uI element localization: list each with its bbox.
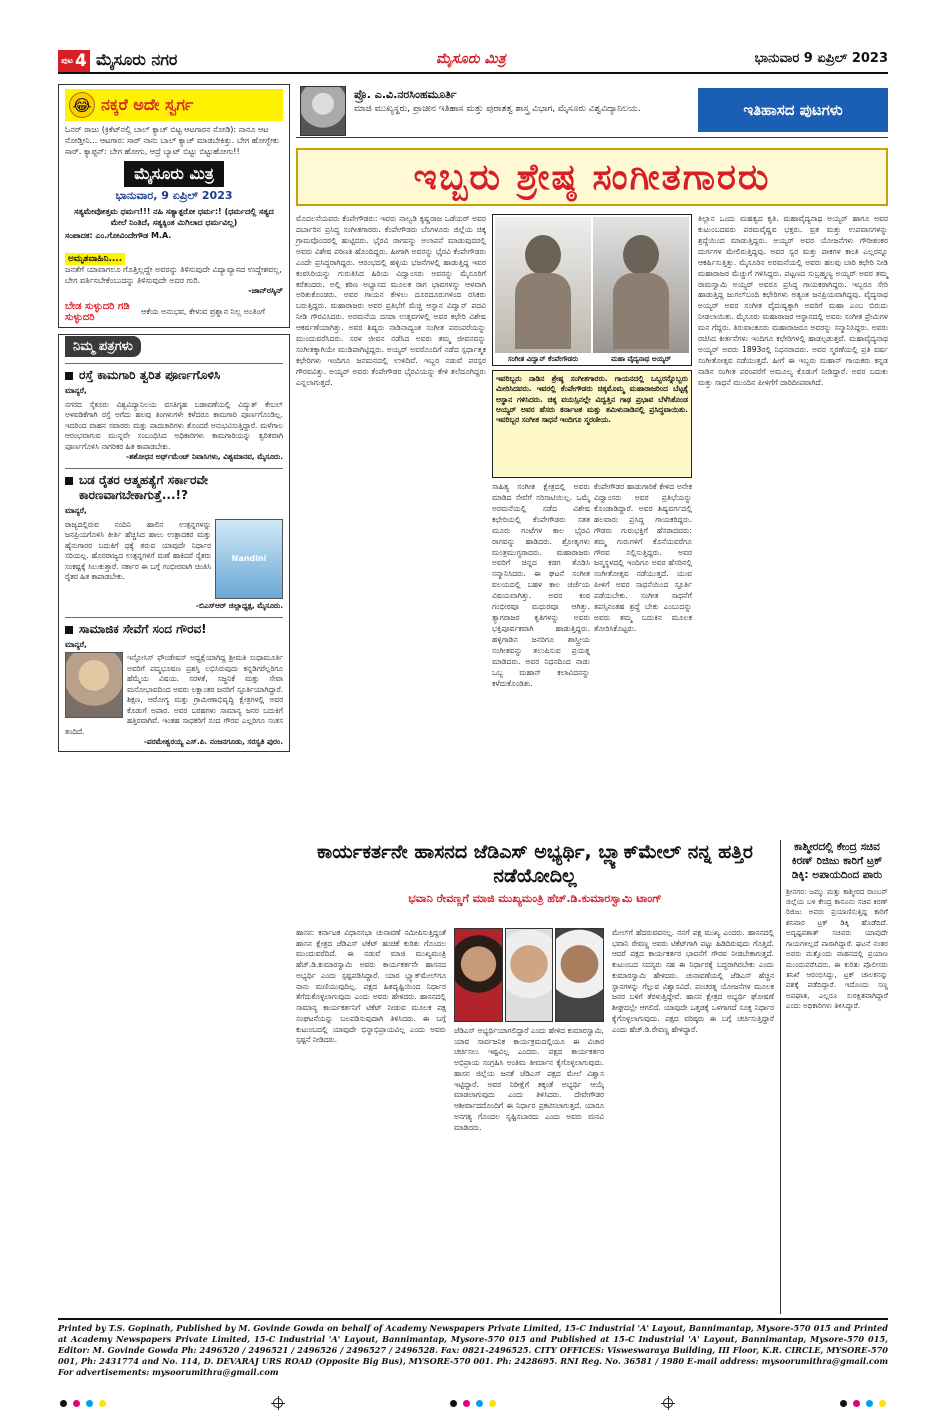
registration-dot (879, 1400, 886, 1407)
letter-1-body: ನಗರದ ಸೈಕೂರು ವಿಶ್ವವಿದ್ಯಾನಿಲಯ ವಸತಿಗೃಹ ಬಡಾವಣೆಯಲ್ಲಿ ವಿದ್ಯುತ್ ಕೇಬಲ್ ಅಳವಡಿಕೆಗಾಗಿ ರಸ್ತೆ ಅಗೆದು ಹಲವು ತಿಂಗಳುಗಳೇ ಕಳೆದರೂ ಕಾಮಗಾರಿ ಪೂರ್ಣಗೊಂಡಿಲ್ಲ. ಇದರಿಂದ ವಾಹನ ಸವಾರರು ಮತ್ತು ಪಾದಚಾರಿಗಳು ತೊಂದರೆ ಅನುಭವಿಸುತ್ತಿದ್ದಾರೆ. ಮಳೆಗಾಲ ಆರಂಭವಾಗುವ ಮುನ್ನವೇ ಸಂಬಂಧಿಸಿದ ಅಧಿಕಾರಿಗಳು ಕಾಮಗಾರಿಯನ್ನು ತ್ವರಿತವಾಗಿ ಪೂರ್ಣಗೊಳಿಸಿ ನಾಗರಿಕರ ಹಿತ ಕಾಪಾಡಬೇಕು. (65, 399, 283, 451)
letters-box (58, 334, 290, 752)
politicians-photos (454, 928, 604, 1022)
bullet-square-icon (65, 626, 73, 634)
masthead (58, 48, 888, 74)
registration-dot (840, 1400, 847, 1407)
bullet-square-icon (65, 372, 73, 380)
joke-title: ನಕ್ಕರೆ ಅದೇ ಸ್ವರ್ಗ (101, 95, 194, 114)
article-column-3: ಕೆಂಪೇಗೌಡರ ಹಾಡುಗಾರಿಕೆ ಕೇಳಿದ ಅನೇಕ ವಿದ್ವಾಂಸರು ಅವರ ಪ್ರತಿಭೆಯನ್ನು ಕೊಂಡಾಡಿದ್ದಾರೆ. ಅವರ ಶಿಷ್ಯವರ್ಗದಲ್ಲಿ ಹಲವಾರು ಪ್ರಸಿದ್ಧ ಗಾಯಕರಿದ್ದರು. ಗೌಡರು ಗುರುಭಕ್ತಿಗೆ ಹೆಸರಾದವರು: ತಮ್ಮ ಗುರುಗಳಿಗೆ ಕೊನೆಯವರೆಗೂ ಗೌರವ ಸಲ್ಲಿಸುತ್ತಿದ್ದರು. ಅವರ ಜನ್ಮಸ್ಥಳದಲ್ಲಿ ಇಂದಿಗೂ ಅವರ ಹೆಸರಿನಲ್ಲಿ ಸಂಗೀತೋತ್ಸವ ನಡೆಯುತ್ತದೆ. ಯುವ ಪೀಳಿಗೆ ಅವರ ಸಾಧನೆಯಿಂದ ಸ್ಫೂರ್ತಿ ಪಡೆಯಬೇಕು. ಸಂಗೀತ ಸಾಧನೆಗೆ ತಪಸ್ಸಿನಂತಹ ಶ್ರದ್ಧೆ ಬೇಕು ಎಂಬುದನ್ನು ಅವರು ತಮ್ಮ ಬದುಕಿನ ಮೂಲಕ ತೋರಿಸಿಕೊಟ್ಟರು. (594, 482, 692, 633)
letter-2 (65, 468, 283, 611)
main-article (296, 84, 888, 834)
letter-2-title: ಬಡ ರೈತರ ಆತ್ಮಹತ್ಯೆಗೆ ಸರ್ಕಾರವೇ ಕಾರಣವಾಗಬೇಕಾಗುತ್ತೆ...!? (79, 473, 208, 503)
share-text: ಆಕೆಯ ಅನುಭವ, ಕೇಳುವ ಪ್ರಶ್ನಾನ ನಿಲ್ಲ ಅಂತಿಂಗೆ (141, 307, 265, 317)
imprint-footer: Printed by T.S. Gopinath, Published by M. Govinde Gowda on behalf of Academy Newspapers Private Limited, 15-C Industrial 'A' Layout, Bannimantap, Mysore-570 015 and Printed at Academy Newspapers Private Limited, 15-C Industrial 'A' Layout, Bannimantap, Mysore-570 015 and Published at 15-C Industrial 'A' Layout, Bannimantap, Mysore-570 015, Editor: M. Govinde Gowda Ph: 2496520 / 2496521 / 2496526 / 2496527 / 2496528. Fax: 0821-2496525. CITY OFFICES: Visweswaraya Building, III Floor, K.R. CIRCLE, MYSORE-570 001, Ph: 2431774 and No. 114, D. DEVARAJ URS ROAD (Opposite Big Bus), MYSORE-570 001. Ph: 2428695. RNI Reg. No. 36581 / 1980 E-mail address: mysoorumithra@gmail.com For advertisements: mysoorumithra@gmail.com (58, 1318, 888, 1380)
kempegowda-portrait (495, 217, 591, 353)
letter-3-signature: -ಪರಮೇಶ್ವರಯ್ಯ ಎಸ್.ಪಿ. ನಂಜನಗೂಡು, ಸರಸ್ವತಿ ಪುರಂ. (143, 737, 283, 747)
registration-dot (853, 1400, 860, 1407)
article-column-4: ತಿಲ್ಲಾನ ಒಂದು ಮಹತ್ವದ ಕೃತಿ. ಮಹಾವೈದ್ಯನಾಥ ಅಯ್ಯರ್ ಹಾಗೂ ಅವರ ಕುಟುಂಬದವರು ಪರಮವೈಷ್ಣವ ಭಕ್ತರು. ವ್ರತ ಮತ್ತು ಉಪವಾಸಗಳನ್ನು ಶ್ರದ್ಧೆಯಿಂದ ಮಾಡುತ್ತಿದ್ದರು. ಅಯ್ಯರ್ ಅವರ ಯೋಜನೆಗಳು ಗೌರೀಶಂಕರ ದುರ್ಗಗಳ ಮೇಲಿರುತ್ತಿದ್ದವು. ಅವರ ಸ್ವರ ಮತ್ತು ಪಾಕಗಳ ಕಾಂತಿ ಎಲ್ಲರನ್ನೂ ಆಕರ್ಷಿಸುತ್ತಿತ್ತು. ಮೈಸೂರಿನ ಅರಮನೆಯಲ್ಲಿ ಅವರು ಹಲವು ಬಾರಿ ಕಛೇರಿ ನೀಡಿ ಮಹಾರಾಜರ ಮೆಚ್ಚುಗೆ ಗಳಿಸಿದ್ದರು. ಪಟ್ಟಣದ ಸುಬ್ರಹ್ಮಣ್ಯ ಅಯ್ಯರ್ ಅವರ ತಮ್ಮ ರಾಮಸ್ವಾಮಿ ಅಯ್ಯರ್ ಅವರೂ ಪ್ರಸಿದ್ಧ ಗಾಯಕರಾಗಿದ್ದರು. ಇಬ್ಬರೂ ಸೇರಿ ಹಾಡುತ್ತಿದ್ದ ಜುಗಲ್‌ಬಂದಿ ಕಛೇರಿಗಳು ಅತ್ಯಂತ ಜನಪ್ರಿಯವಾಗಿದ್ದವು. ವೈದ್ಯನಾಥ ಅಯ್ಯರ್ ಅವರ ಸಂಗೀತ ವೈದುಷ್ಯಕ್ಕಾಗಿ ಅವರಿಗೆ ಮಹಾ ಎಂಬ ಬಿರುದು ನೀಡಲಾಯಿತು. ಮೈಸೂರು ಮಹಾರಾಜರ ಆಸ್ಥಾನದಲ್ಲಿ ಅವರು ಸಂಗೀತ ಪ್ರೇಮಿಗಳ ಮನ ಗೆದ್ದರು. ತಿರುವಾಂಕೂರು ಮಹಾರಾಜರೂ ಅವರನ್ನು ಸನ್ಮಾನಿಸಿದ್ದರು. ಅವರು ರಚಿಸಿದ ಕೀರ್ತನೆಗಳು ಇಂದಿಗೂ ಕಛೇರಿಗಳಲ್ಲಿ ಹಾಡಲ್ಪಡುತ್ತವೆ. ಮಹಾವೈದ್ಯನಾಥ ಅಯ್ಯರ್ ಅವರು 1893ರಲ್ಲಿ ನಿಧನರಾದರು. ಅವರ ಸ್ಮರಣೆಯಲ್ಲಿ ಪ್ರತಿ ವರ್ಷ ಸಂಗೀತೋತ್ಸವ ನಡೆಯುತ್ತದೆ. ಹೀಗೆ ಈ ಇಬ್ಬರು ಮಹಾನ್ ಗಾಯಕರು ಕನ್ನಡ ನಾಡಿನ ಸಂಗೀತ ಪರಂಪರೆಗೆ ಅಮೂಲ್ಯ ಕೊಡುಗೆ ನೀಡಿದ್ದಾರೆ. ಅವರ ಬದುಕು ಮತ್ತು ಸಾಧನೆ ಮುಂದಿನ ಪೀಳಿಗೆಗೆ ದಾರಿದೀಪವಾಗಿದೆ. (698, 214, 888, 387)
milk-packet-image (215, 519, 283, 599)
quote-author: -ಜಾನ್‌ರಸ್ಕಿನ್ (248, 286, 283, 296)
quote-title: ಅಮೃತವಾಹಿನಿ.... (65, 253, 125, 265)
letter-2-body: ರಾಜ್ಯದಲ್ಲಿರುವ ನಂದಿನಿ ಹಾಲಿನ ಉತ್ಪನ್ನಗಳನ್ನು ಜನಪ್ರಿಯಗೊಳಿಸಿ ಕೀರ್ತಿ ಹೆಚ್ಚಿಸಿದ ಹಾಲು ಉತ್ಪಾದಕರ ಮತ್ತು ಹೈನುಗಾರರ ಬದುಕಿಗೆ ಧಕ್ಕೆ ತರುವ ಯಾವುದೇ ನಿರ್ಧಾರ ಸರಿಯಲ್ಲ. ಹೊರರಾಜ್ಯದ ಉತ್ಪನ್ನಗಳಿಗೆ ಮಣೆ ಹಾಕಿದರೆ ರೈತರು ಸಂಕಷ್ಟಕ್ಕೆ ಸಿಲುಕುತ್ತಾರೆ. ಸರ್ಕಾರ ಈ ಬಗ್ಗೆ ಗಂಭೀರವಾಗಿ ಚಿಂತಿಸಿ ರೈತರ ಹಿತ ಕಾಪಾಡಬೇಕು. (65, 519, 211, 582)
author-description: ಮಾಜಿ ಮುಖ್ಯಸ್ಥರು, ಪ್ರಾಚೀನ ಇತಿಹಾಸ ಮತ್ತು ಪುರಾತತ್ವ ಶಾಸ್ತ್ರ ವಿಭಾಗ, ಮೈಸೂರು ವಿಶ್ವವಿದ್ಯಾನಿಲಯ. (354, 103, 641, 114)
section-name: ಮೈಸೂರು ನಗರ (96, 50, 178, 69)
author-name: ಪ್ರೊ. ಎ.ವಿ.ನರಸಿಂಹಮೂರ್ತಿ (354, 88, 457, 101)
joke-body: ಓನರ್ ರಾಜು (ಕ್ರಿಕೆಟ್‌ನಲ್ಲಿ ಬಾಲ್ ಕ್ಯಾಚ್ ಬಿಟ್ಟ ಆಟಗಾರನ ನೋಡಿ): ನಾನೂ ಆಟ ನೋಡ್ತೀನಿ... ಆಟಗಾರ: ಸಾರ್ ನಾನು ಬಾಲ್ ಕ್ಯಾಚ್ ಮಾಡಬೇಕಿತ್ತು. ಬೇಗ ಹೋಗ್ಬೇಕು ಸಾರ್. ಕ್ಯಾಪ್ಟನ್: ಬೇಗ ಹೋಗು, ಆದ್ರೆ ಬ್ಯಾಟ್ ಬಿಟ್ಟು ಬಿಟ್ಟುಹೋಗು!! (65, 125, 280, 156)
bottom-column-2: ಜೆಡಿಎಸ್ ಅಭ್ಯರ್ಥಿಯಾಗಲಿದ್ದಾರೆ ಎಂದು ಹೇಳಿದ ಕುಮಾರಸ್ವಾಮಿ, ಯಾವ ಸಾರ್ವಜನಿಕ ಕಾರ್ಯಕ್ರಮದಲ್ಲಿಯೂ ಈ ವಿಚಾರ ಚರ್ಚಿಸಲು ಇಷ್ಟವಿಲ್ಲ ಎಂದರು. ಪಕ್ಷದ ಕಾರ್ಯಕರ್ತರ ಅಭಿಪ್ರಾಯ ಸಂಗ್ರಹಿಸಿ ಅಂತಿಮ ತೀರ್ಮಾನ ಕೈಗೊಳ್ಳಲಾಗುವುದು. ಹಾಸನ ಜಿಲ್ಲೆಯ ಜನತೆ ಜೆಡಿಎಸ್ ಪಕ್ಷದ ಮೇಲೆ ವಿಶ್ವಾಸ ಇಟ್ಟಿದ್ದಾರೆ. ಅವರ ನಿರೀಕ್ಷೆಗೆ ತಕ್ಕಂತೆ ಅಭ್ಯರ್ಥಿ ಆಯ್ಕೆ ಮಾಡಲಾಗುವುದು ಎಂದು ತಿಳಿಸಿದರು. ದೇವೇಗೌಡರ ಆಶೀರ್ವಾದದೊಂದಿಗೆ ಈ ನಿರ್ಧಾರ ಪ್ರಕಟಿಸಲಾಗುತ್ತದೆ. ಯಾರೂ ಅನಗತ್ಯ ಗೊಂದಲ ಸೃಷ್ಟಿಸಬಾರದು ಎಂದು ಅವರು ಮನವಿ ಮಾಡಿದರು. (454, 1026, 604, 1132)
registration-marks (60, 1398, 886, 1408)
letter-2-signature: -ಬಿಎಸ್‌ಆರ್ ಜಿಲ್ಲಾಧ್ಯಕ್ಷ, ಮೈಸೂರು. (195, 600, 283, 610)
bottom-headline: ಕಾರ್ಯಕರ್ತನೇ ಹಾಸನದ ಜೆಡಿಎಸ್ ಅಭ್ಯರ್ಥಿ, ಬ್ಲ್ಯಾಕ್‌ಮೇಲ್ ನನ್ನ ಹತ್ತಿರ ನಡೆಯೋದಿಲ್ಲ (317, 841, 753, 888)
author-photo (300, 86, 346, 136)
registration-dot (73, 1400, 80, 1407)
bottom-subheadline: ಭವಾನಿ ರೇವಣ್ಣಗೆ ಮಾಜಿ ಮುಖ್ಯಮಂತ್ರಿ ಹೆಚ್.ಡಿ.ಕುಮಾರಸ್ವಾಮಿ ಟಾಂಗ್ (408, 891, 662, 905)
masthead-brand: ಮೈಸೂರು ಮಿತ್ರ (436, 51, 506, 67)
registration-dot (489, 1400, 496, 1407)
registration-dot (866, 1400, 873, 1407)
letter-1-title: ರಸ್ತೆ ಕಾಮಗಾರಿ ತ್ವರಿತ ಪೂರ್ಣಗೊಳಿಸಿ (79, 368, 221, 383)
registration-dot (86, 1400, 93, 1407)
article-column-2: ಸಾಹಿತ್ಯ ಸಂಗೀತ ಕ್ಷೇತ್ರದಲ್ಲಿ ಅವರು ಮಾಡಿದ ಸೇವೆಗೆ ಸರಿಸಾಟಿಯಿಲ್ಲ. ಒಮ್ಮೆ ಅರಮನೆಯಲ್ಲಿ ನಡೆದ ವಿಶೇಷ ಕಛೇರಿಯಲ್ಲಿ ಕೆಂಪೇಗೌಡರು ಸತತ ಮೂರು ಗಂಟೆಗಳ ಕಾಲ ಭೈರವಿ ರಾಗವನ್ನು ಹಾಡಿದರು. ಶ್ರೋತೃಗಳು ಮಂತ್ರಮುಗ್ಧರಾದರು. ಮಹಾರಾಜರು ಅವರಿಗೆ ಚಿನ್ನದ ಕಡಗ ತೊಡಿಸಿ ಸನ್ಮಾನಿಸಿದರು. ಈ ಘಟನೆ ಸಂಗೀತ ವಲಯದಲ್ಲಿ ಬಹಳ ಕಾಲ ಚರ್ಚೆಯ ವಿಷಯವಾಗಿತ್ತು. ಅವರ ಕಂಠ ಗಂಭೀರವೂ ಮಧುರವೂ ಆಗಿತ್ತು. ತ್ಯಾಗರಾಜರ ಕೃತಿಗಳನ್ನು ಅವರು ಭಕ್ತಿಪೂರ್ವಕವಾಗಿ ಹಾಡುತ್ತಿದ್ದರು. ಹಳ್ಳಿಗಾಡಿನ ಜನರಿಗೂ ಶಾಸ್ತ್ರೀಯ ಸಂಗೀತವನ್ನು ತಲುಪಿಸುವ ಪ್ರಯತ್ನ ಮಾಡಿದರು. ಅವರ ನಿಧನದಿಂದ ನಾಡು ಒಬ್ಬ ಮಹಾನ್ ಕಲಾವಿದನನ್ನು ಕಳೆದುಕೊಂಡಿತು. (492, 482, 590, 688)
photo-caption-2: ಮಹಾ ವೈದ್ಯನಾಥ ಅಯ್ಯರ್ (611, 355, 671, 363)
musicians-photo (492, 214, 692, 366)
brand-block (65, 161, 283, 203)
history-section-tag: ಇತಿಹಾಸದ ಪುಟಗಳು (698, 88, 888, 132)
letter-3-body: ಇನ್ಫೋಸಿಸ್ ಫೌಂಡೇಷನ್ ಅಧ್ಯಕ್ಷೆಯಾಗಿದ್ದ ಶ್ರೀಮತಿ ಸುಧಾಮೂರ್ತಿ ಅವರಿಗೆ ಪದ್ಮಭೂಷಣ ಪ್ರಶಸ್ತಿ ಲಭಿಸಿರುವುದು ಕನ್ನಡಿಗರೆಲ್ಲರಿಗೂ ಹೆಮ್ಮೆಯ ವಿಷಯ. ಸರಳತೆ, ಸಜ್ಜನಿಕೆ ಮತ್ತು ಸೇವಾ ಮನೋಭಾವದಿಂದ ಅವರು ಲಕ್ಷಾಂತರ ಜನರಿಗೆ ಸ್ಫೂರ್ತಿಯಾಗಿದ್ದಾರೆ. ಶಿಕ್ಷಣ, ಆರೋಗ್ಯ ಮತ್ತು ಗ್ರಾಮೀಣಾಭಿವೃದ್ಧಿ ಕ್ಷೇತ್ರಗಳಲ್ಲಿ ಅವರ ಕೊಡುಗೆ ಅಪಾರ. ಅವರ ಬರಹಗಳು ಸಾಮಾನ್ಯ ಜನರ ಬದುಕಿಗೆ ಹತ್ತಿರವಾಗಿವೆ. ಇಂತಹ ಸಾಧಕರಿಗೆ ಸಂದ ಗೌರವ ಎಲ್ಲರಿಗೂ ಸಂತಸ ತಂದಿದೆ. (65, 653, 283, 736)
revanna-photo (505, 928, 554, 1022)
registration-dot (463, 1400, 470, 1407)
article-column-1: ಮೊದಲನೆಯವರು ಕೆಂಪೇಗೌಡರು: ಇವರು ನಾಲ್ವಡಿ ಕೃಷ್ಣರಾಜ ಒಡೆಯರ್ ಅವರ ದರ್ಬಾರಿನ ಪ್ರಸಿದ್ಧ ಸಂಗೀತಗಾರರು. ಕೆಂಪೇಗೌಡರು ಬೆಂಗಳೂರು ಜಿಲ್ಲೆಯ ಚಿಕ್ಕ ಗ್ರಾಮವೊಂದರಲ್ಲಿ ಹುಟ್ಟಿದರು. ಭೈರವಿ ರಾಗವನ್ನು ಅಲಾಪನೆ ಮಾಡುವುದರಲ್ಲಿ ಅವರು ವಿಶೇಷ ಪರಿಣತಿ ಹೊಂದಿದ್ದರು. ಹೀಗಾಗಿ ಅವರನ್ನು ಭೈರವಿ ಕೆಂಪೇಗೌಡರು ಎಂದೇ ಪ್ರಸಿದ್ಧರಾಗಿದ್ದರು. ಆರಂಭದಲ್ಲಿ ಹಳ್ಳಿಯ ಭಜನೆಗಳಲ್ಲಿ ಹಾಡುತ್ತಿದ್ದ ಇವರ ಕಂಠಸಿರಿಯನ್ನು ಗುರುತಿಸಿದ ಹಿರಿಯ ವಿದ್ವಾಂಸರು ಅವರನ್ನು ಮೈಸೂರಿಗೆ ಕರೆತಂದರು. ಅಲ್ಲಿ ಕಠಿಣ ಅಭ್ಯಾಸದ ಮೂಲಕ ರಾಗ ಭಾವಗಳನ್ನು ಆಳವಾಗಿ ಅರಿತುಕೊಂಡರು. ಅವರ ಗಾಯನ ಕೇಳಲು ದೂರದೂರುಗಳಿಂದ ರಸಿಕರು ಬರುತ್ತಿದ್ದರು. ಮಹಾರಾಜರು ಅವರ ಪ್ರತಿಭೆಗೆ ಮೆಚ್ಚಿ ಆಸ್ಥಾನ ವಿದ್ವಾನ್ ಪದವಿ ನೀಡಿ ಗೌರವಿಸಿದರು. ಅರಮನೆಯ ದಸರಾ ಉತ್ಸವಗಳಲ್ಲಿ ಅವರ ಕಛೇರಿ ವಿಶೇಷ ಆಕರ್ಷಣೆಯಾಗಿತ್ತು. ಅವರ ಶಿಷ್ಯರು ನಾಡಿನಾದ್ಯಂತ ಸಂಗೀತ ಪರಂಪರೆಯನ್ನು ಮುಂದುವರೆಸಿದರು. ಸರಳ ಜೀವನ ನಡೆಸಿದ ಅವರು ತಮ್ಮ ಜೀವನವನ್ನು ಸಂಗೀತಕ್ಕಾಗಿಯೇ ಮುಡಿಪಾಗಿಟ್ಟಿದ್ದರು. ಅಯ್ಯರ್ ಅವರೊಂದಿಗೆ ನಡೆದ ಸ್ಪರ್ಧಾತ್ಮಕ ಕಛೇರಿಗಳು ಇಂದಿಗೂ ಜನಮನದಲ್ಲಿ ಉಳಿದಿವೆ. ಇಬ್ಬರ ನಡುವೆ ಪರಸ್ಪರ ಗೌರವವಿತ್ತು. ಅಯ್ಯರ್ ಅವರು ಕೆಂಪೇಗೌಡರ ಭೈರವಿಯನ್ನು ಕೇಳಿ ತಲೆದೂಗಿದ್ದರು ಎನ್ನಲಾಗುತ್ತದೆ. (296, 214, 486, 387)
bhavani-revanna-photo (454, 928, 503, 1022)
registration-dot (99, 1400, 106, 1407)
joke-box (58, 84, 290, 328)
bottom-story (296, 840, 774, 1314)
article-intro-box: ಇವರಿಬ್ಬರು ನಾಡಿನ ಶ್ರೇಷ್ಠ ಸಂಗೀತಗಾರರು. ಗಾಯನದಲ್ಲಿ ಒಬ್ಬರನ್ನೊಬ್ಬರು ಮೀರಿಸಿದವರು. ಇವರಲ್ಲಿ ಕೆಂಪೇಗೌಡರು ಚಿಕ್ಕಮೊಮ್ಮ ಮಹಾರಾಜರಿಂದ ಬೆಟ್ಟಕ್ಕೆ ಆಸ್ಥಾನ ಗಳಿಸಿದರು. ಚಿಕ್ಕ ವಯಸ್ಸಿನಲ್ಲೇ ವಿದ್ವತ್ತಿನ ಗಾಢ ಪ್ರಭಾವ ಬೆಳೆಸಿಕೊಂಡ ಅಯ್ಯರ್ ಅವರ ಹೆಸರು ಕರ್ನಾಟಕ ಮತ್ತು ತಮಿಳುನಾಡಿನಲ್ಲಿ ಪ್ರಸಿದ್ಧವಾಯಿತು. ಇವರಿಬ್ಬರ ಸಂಗೀತ ಸಾಧನೆ ಇಂದಿಗೂ ಸ್ಮರಣೀಯ. (492, 370, 692, 478)
milk-brand-label: Nandini (231, 554, 267, 564)
photo-caption-1: ಸಂಗೀತ ವಿದ್ವಾನ್ ಕೆಂಪೇಗೌಡರು (507, 355, 579, 363)
side-story-headline: ಕಾಶ್ಮೀರದಲ್ಲಿ ಕೇಂದ್ರ ಸಚಿವ ಕಿರಣ್ ರಿಜಿಜು ಕಾರಿಗೆ ಟ್ರಕ್ ಡಿಕ್ಕಿ: ಅಪಾಯದಿಂದ ಪಾರು (791, 841, 883, 882)
crosshair-icon (663, 1398, 673, 1408)
registration-dot (450, 1400, 457, 1407)
laughing-face-icon: 😂 (69, 92, 95, 118)
page-word: ಪುಟ (61, 56, 73, 65)
left-column (58, 84, 290, 1314)
share-row (65, 301, 283, 323)
letter-1-salutation: ಮಾನ್ಯರೆ, (65, 386, 87, 396)
letter-3-salutation: ಮಾನ್ಯರೆ, (65, 639, 87, 649)
brand-logo: ಮೈಸೂರು ಮಿತ್ರ (124, 161, 224, 187)
share-label: ಬೇಡ ಸುಳ್ಳುದರಿ ಗಡಿ ಸುಳ್ಳುದರಿ (65, 301, 130, 324)
vaidyanatha-iyer-portrait (593, 217, 689, 353)
registration-dot (60, 1400, 67, 1407)
letter-1 (65, 363, 283, 462)
kumaraswamy-photo (555, 928, 604, 1022)
author-box (296, 84, 888, 138)
editor-line: ಸಂಪಾದಕ: ಎಂ.ಗೋವಿಂದೇಗೌಡ M.A. (65, 230, 172, 240)
side-story-body: ಶ್ರೀನಗರ: ಜಮ್ಮು ಮತ್ತು ಕಾಶ್ಮೀರದ ರಾಂಬನ್ ಜಿಲ್ಲೆಯ ಬಳಿ ಕೇಂದ್ರ ಕಾನೂನು ಸಚಿವ ಕಿರಣ್ ರಿಜಿಜು ಅವರು ಪ್ರಯಾಣಿಸುತ್ತಿದ್ದ ಕಾರಿಗೆ ಶನಿವಾರ ಟ್ರಕ್ ಡಿಕ್ಕಿ ಹೊಡೆದಿದೆ. ಅದೃಷ್ಟವಶಾತ್ ಸಚಿವರು ಯಾವುದೇ ಗಾಯಗಳಿಲ್ಲದೆ ಪಾರಾಗಿದ್ದಾರೆ. ಘಟನೆ ನಂತರ ಅವರು ಮತ್ತೊಂದು ವಾಹನದಲ್ಲಿ ಪ್ರಯಾಣ ಮುಂದುವರೆಸಿದರು. ಈ ಕುರಿತು ಪೊಲೀಸರು ತನಿಖೆ ಆರಂಭಿಸಿದ್ದು, ಟ್ರಕ್ ಚಾಲಕನನ್ನು ವಶಕ್ಕೆ ಪಡೆದಿದ್ದಾರೆ. ಇದೊಂದು ಸಣ್ಣ ಅಪಘಾತ, ಎಲ್ಲರೂ ಸುರಕ್ಷಿತವಾಗಿದ್ದಾರೆ ಎಂದು ಅಧಿಕಾರಿಗಳು ತಿಳಿಸಿದ್ದಾರೆ. (786, 886, 888, 1011)
brand-date: ಭಾನುವಾರ, 9 ಏಪ್ರಿಲ್ 2023 (115, 189, 233, 203)
letter-1-signature: -ಶಶೋಧನ ಅರ್ಥ್‌ಮೆಂಟ್ ನಿವಾಸಿಗಳು, ವಿಶ್ವಮಾನವ, ಮೈಸೂರು. (126, 452, 283, 462)
bottom-column-1: ಹಾಸನ: ಕರ್ನಾಟಕ ವಿಧಾನಸಭಾ ಚುನಾವಣೆ ಸಮೀಪಿಸುತ್ತಿದ್ದಂತೆ ಹಾಸನ ಕ್ಷೇತ್ರದ ಜೆಡಿಎಸ್ ಟಿಕೆಟ್ ಹಂಚಿಕೆ ಕುರಿತು ಗೊಂದಲ ಮುಂದುವರೆದಿದೆ. ಈ ನಡುವೆ ಮಾಜಿ ಮುಖ್ಯಮಂತ್ರಿ ಹೆಚ್.ಡಿ.ಕುಮಾರಸ್ವಾಮಿ ಅವರು ಕಾರ್ಯಕರ್ತನೇ ಹಾಸನದ ಅಭ್ಯರ್ಥಿ ಎಂದು ಸ್ಪಷ್ಟಪಡಿಸಿದ್ದಾರೆ. ಯಾರ ಬ್ಲ್ಯಾಕ್‌ಮೇಲ್‌ಗೂ ನಾನು ಮಣಿಯುವುದಿಲ್ಲ. ಪಕ್ಷದ ಹಿತದೃಷ್ಟಿಯಿಂದ ನಿರ್ಧಾರ ತೆಗೆದುಕೊಳ್ಳಲಾಗುವುದು ಎಂದು ಅವರು ಹೇಳಿದರು. ಹಾಸನದಲ್ಲಿ ಸಾಮಾನ್ಯ ಕಾರ್ಯಕರ್ತನಿಗೆ ಟಿಕೆಟ್ ನೀಡುವ ಮೂಲಕ ಪಕ್ಷ ಸಂಘಟನೆಯನ್ನು ಬಲಪಡಿಸುವುದಾಗಿ ತಿಳಿಸಿದರು. ಈ ಬಗ್ಗೆ ಕುಟುಂಬದಲ್ಲಿ ಯಾವುದೇ ಭಿನ್ನಾಭಿಪ್ರಾಯವಿಲ್ಲ ಎಂದು ಅವರು ಸ್ಪಷ್ಟನೆ ನೀಡಿದರು. (296, 928, 446, 1045)
joke-title-bar (65, 89, 283, 121)
letters-section-title: ನಿಮ್ಮ ಪತ್ರಗಳು (65, 336, 141, 357)
page-number: 4 (74, 51, 87, 71)
letter-3 (65, 617, 283, 748)
masthead-date: ಭಾನುವಾರ 9 ಏಪ್ರಿಲ್ 2023 (754, 51, 888, 66)
sudha-murthy-photo (65, 652, 123, 718)
quote-body: ಜನತೆಗೆ ಯಾವಾಗಲೂ ಗೊತ್ತಿಲ್ಲದ್ದೇ ಅವರನ್ನು ತಿಳಿಸುವುದೇ ವಿದ್ಯಾವ್ಯಾಸದ ಉದ್ದೇಶವಲ್ಲ, ಬೇಗ ವರ್ತಿಸಬೇಕೆಂಬುದನ್ನು ತಿಳಿಸುವುದೇ ಅದರ ಗುರಿ. (65, 264, 282, 285)
page-number-badge (58, 50, 90, 72)
letter-2-salutation: ಮಾನ್ಯರೆ, (65, 506, 87, 516)
letter-3-title: ಸಾಮಾಜಿಕ ಸೇವೆಗೆ ಸಂದ ಗೌರವ! (79, 621, 207, 636)
bottom-column-3: ಮೇಲ್‌ಗೆ ಹೆದರುವವನಲ್ಲ. ನನಗೆ ಪಕ್ಷ ಮುಖ್ಯ ಎಂದರು. ಹಾಸನದಲ್ಲಿ ಭವಾನಿ ರೇವಣ್ಣ ಅವರು ಟಿಕೆಟ್‌ಗಾಗಿ ಪಟ್ಟು ಹಿಡಿದಿರುವುದು ಗೊತ್ತಿದೆ. ಆದರೆ ಪಕ್ಷದ ಕಾರ್ಯಕರ್ತರ ಭಾವನೆಗೆ ಗೌರವ ನೀಡಬೇಕಾಗುತ್ತದೆ. ಕುಟುಂಬದ ಸದಸ್ಯರು ಸಹ ಈ ನಿರ್ಧಾರಕ್ಕೆ ಬದ್ಧರಾಗಿರಬೇಕು ಎಂದು ಕುಮಾರಸ್ವಾಮಿ ಹೇಳಿದರು. ಚುನಾವಣೆಯಲ್ಲಿ ಜೆಡಿಎಸ್ ಹೆಚ್ಚಿನ ಸ್ಥಾನಗಳನ್ನು ಗೆಲ್ಲುವ ವಿಶ್ವಾಸವಿದೆ. ಪಂಚರತ್ನ ಯೋಜನೆಗಳ ಮೂಲಕ ಜನರ ಬಳಿಗೆ ತೆರಳುತ್ತಿದ್ದೇವೆ. ಹಾಸನ ಕ್ಷೇತ್ರದ ಅಭ್ಯರ್ಥಿ ಘೋಷಣೆ ಶೀಘ್ರದಲ್ಲೇ ಆಗಲಿದೆ. ಯಾವುದೇ ಒತ್ತಡಕ್ಕೆ ಒಳಗಾಗದೆ ಸೂಕ್ತ ನಿರ್ಧಾರ ಕೈಗೊಳ್ಳಲಾಗುವುದು. ಪಕ್ಷದ ವರಿಷ್ಠರು ಈ ಬಗ್ಗೆ ಚರ್ಚಿಸುತ್ತಿದ್ದಾರೆ ಎಂದು ಹೆಚ್.ಡಿ.ರೇವಣ್ಣ ಹೇಳಿದ್ದಾರೆ. (612, 928, 774, 1034)
side-story (780, 840, 888, 1314)
crosshair-icon (273, 1398, 283, 1408)
bullet-square-icon (65, 477, 73, 485)
registration-dot (476, 1400, 483, 1407)
article-headline: ಇಬ್ಬರು ಶ್ರೇಷ್ಠ ಸಂಗೀತಗಾರರು (296, 148, 888, 206)
brand-motto: ಸತ್ಯಮೇವೋತ್ತಮ ಧರ್ಮಃ!!! ನಹಿ ಸತ್ಯಾತ್ಪರೋ ಧರ್ಮ:! (ಧರ್ಮದಲ್ಲಿ ಸತ್ಯದ ಮೇಲೆ ನಿಂತಿದೆ, ಸತ್ಯಕ್ಕಿಂತ ಮಿಗಿಲಾದ ಧರ್ಮವಿಲ್ಲ) (74, 207, 274, 228)
